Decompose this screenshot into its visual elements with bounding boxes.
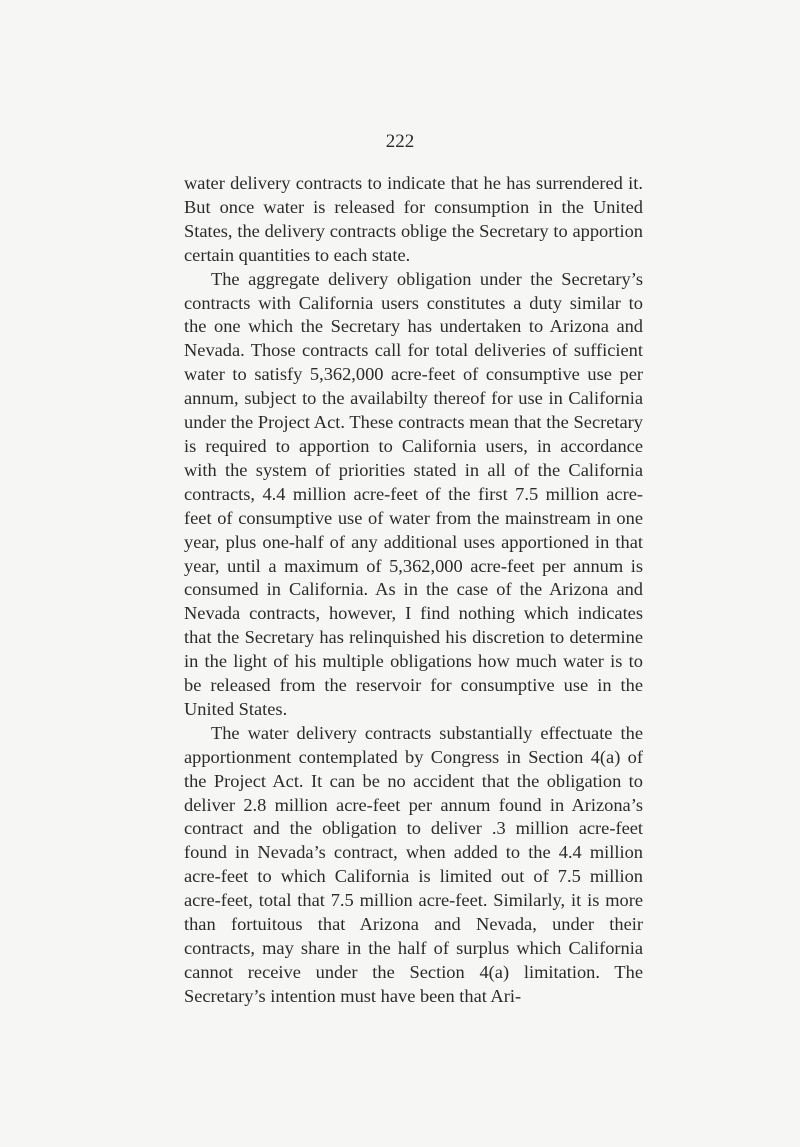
paragraph-3: The water delivery contracts substantially effectuate the apportionment contemplated by Congress in Section 4(a) of the Project Act. It can be no accident that the obligation to deliver 2.8 million acre-feet per annum found in Arizona’s contract and the obligation to deliver .3 million acre-feet found in Nevada’s contract, when added to the 4.4 million acre-feet to which California is limited out of 7.5 million acre-feet, total that 7.5 million acre-feet. Similarly, it is more than fortuitous that Arizona and Nevada, under their contracts, may share in the half of surplus which California cannot receive under the Section 4(a) limitation. The Secretary’s intention must have been that Ari- <box>184 722 643 1006</box>
page-number: 222 <box>385 131 415 152</box>
paragraph-1: water delivery contracts to indicate that he has surrendered it. But once water is released for consumption in the United States, the delivery contracts oblige the Secretary to apportion certain quantities to each state. <box>184 173 643 265</box>
body-text <box>184 172 643 1009</box>
paragraph-2: The aggregate delivery obligation under the Secretary’s contracts with California users constitutes a duty similar to the one which the Secretary has undertaken to Arizona and Nevada. Those contracts call for total deliveries of sufficient water to satisfy 5,362,000 acre-feet of consumptive use per annum, subject to the availabilty thereof for use in California under the Project Act. These contracts mean that the Secretary is required to apportion to California users, in accordance with the system of priorities stated in all of the California contracts, 4.4 million acre-feet of the first 7.5 million acre-feet of consumptive use of water from the mainstream in one year, plus one-half of any additional uses apportioned in that year, until a maximum of 5,362,000 acre-feet per annum is consumed in California. As in the case of the Arizona and Nevada contracts, however, I find nothing which indicates that the Secretary has relinquished his discretion to determine in the light of his multiple obligations how much water is to be released from the reservoir for consumptive use in the United States. <box>184 268 643 719</box>
